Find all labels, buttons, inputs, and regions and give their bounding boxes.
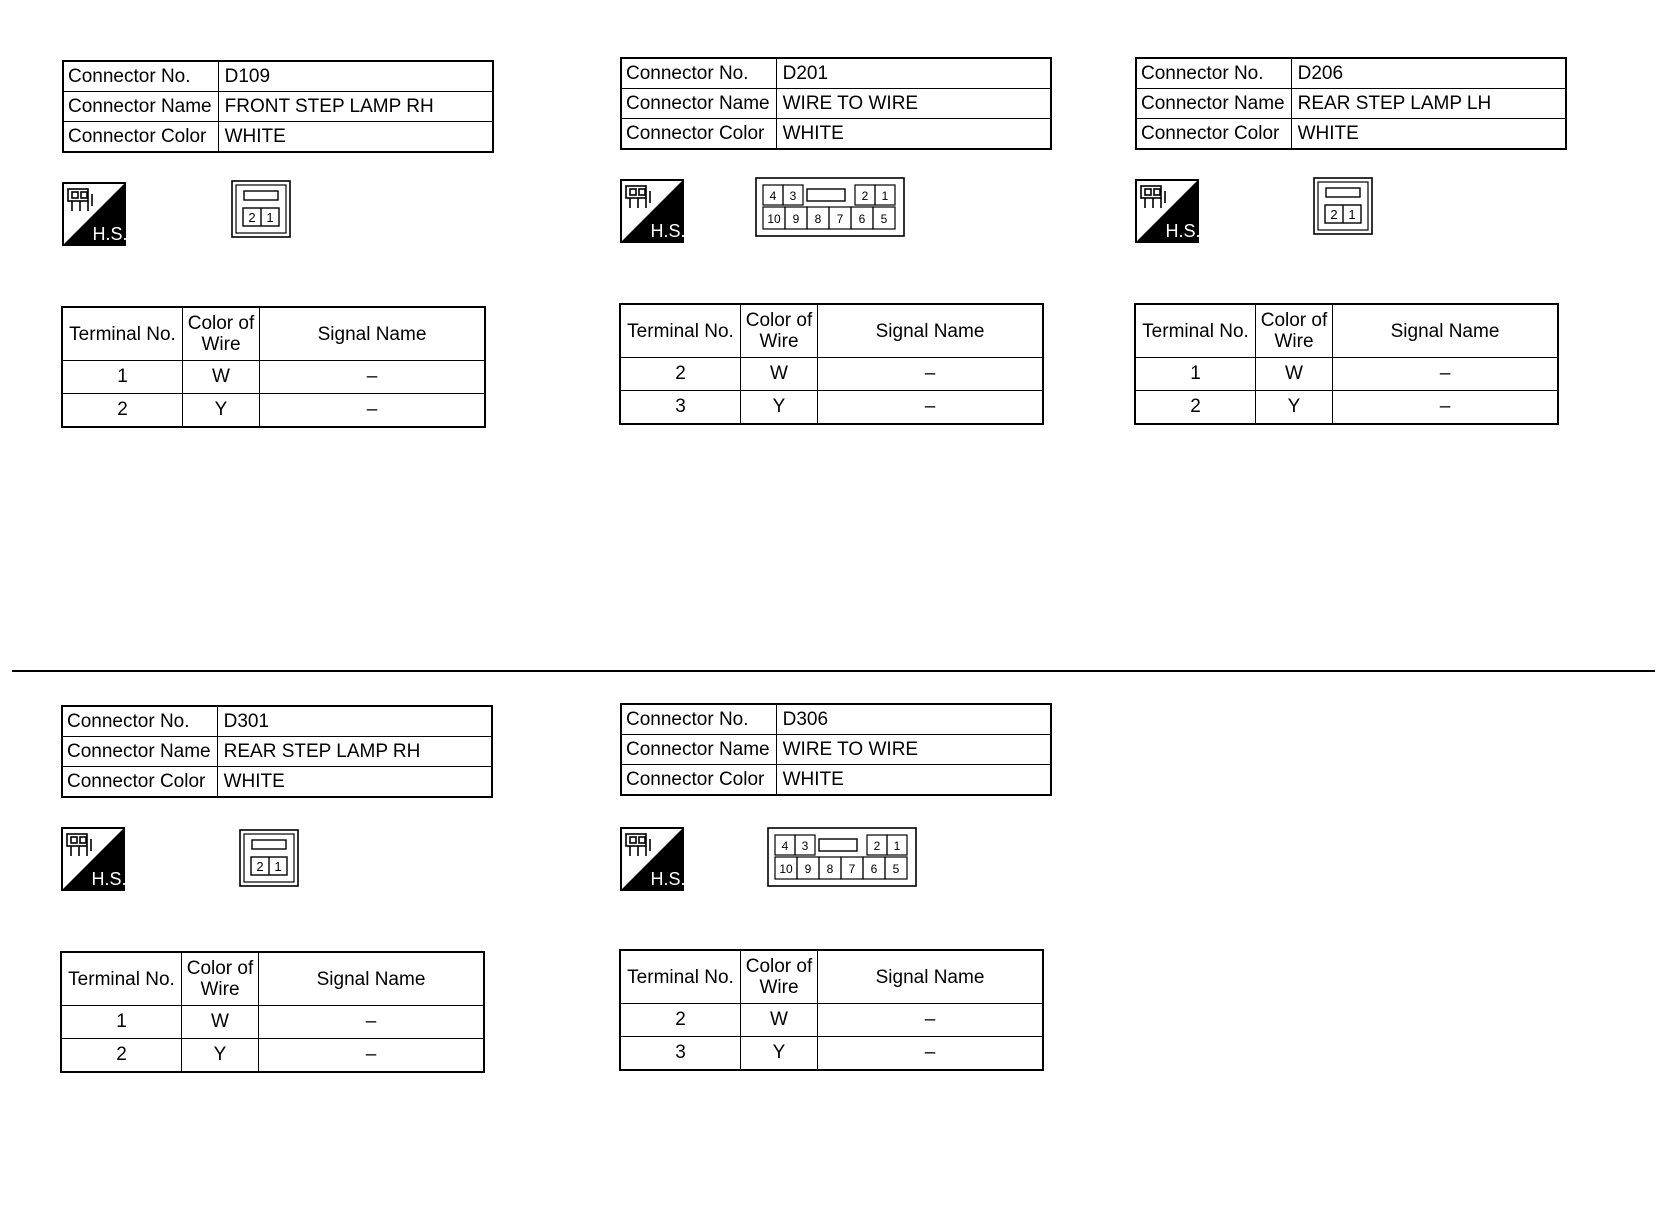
terminal-table: [619, 949, 1044, 1071]
terminal-no-header: Terminal No.: [620, 304, 741, 358]
connector-no-value: D206: [1291, 58, 1566, 89]
signal-name-header: Signal Name: [818, 950, 1044, 1004]
connector-color-label: Connector Color: [621, 119, 776, 150]
svg-text:3: 3: [789, 189, 797, 203]
svg-text:8: 8: [814, 212, 822, 226]
terminal-no-header: Terminal No.: [1135, 304, 1256, 358]
connector-face-diagram: [767, 827, 917, 894]
connector-no-value: D109: [218, 61, 493, 92]
wire-color-cell: Y: [183, 394, 260, 428]
svg-text:5: 5: [892, 862, 900, 876]
table-row: [620, 1004, 1043, 1037]
svg-text:6: 6: [858, 212, 866, 226]
svg-text:4: 4: [769, 189, 777, 203]
terminal-no-cell: 1: [61, 1006, 182, 1039]
connector-color-label: Connector Color: [63, 122, 218, 153]
connector-name-value: WIRE TO WIRE: [776, 735, 1051, 765]
wire-color-header: Color of Wire: [741, 950, 818, 1004]
connector-name-value: WIRE TO WIRE: [776, 89, 1051, 119]
signal-name-header: Signal Name: [1333, 304, 1559, 358]
connector-name-value: FRONT STEP LAMP RH: [218, 92, 493, 122]
table-row: [61, 1006, 484, 1039]
connector-color-value: WHITE: [1291, 119, 1566, 150]
connector-color-value: WHITE: [776, 765, 1051, 796]
connector-face-diagram: [231, 180, 291, 245]
terminal-table: [619, 303, 1044, 425]
svg-text:2: 2: [1330, 207, 1338, 222]
svg-text:H.S.: H.S.: [92, 224, 126, 244]
connector-name-label: Connector Name: [1136, 89, 1291, 119]
wire-color-header: Color of Wire: [741, 304, 818, 358]
wire-color-cell: W: [1256, 358, 1333, 391]
connector-info-table: [620, 703, 1052, 796]
connector-info-table: [620, 57, 1052, 150]
signal-name-cell: –: [1333, 358, 1559, 391]
table-row: [62, 394, 485, 428]
terminal-no-cell: 1: [1135, 358, 1256, 391]
connector-block-d206: [1135, 57, 1575, 437]
table-row: [61, 1039, 484, 1073]
terminal-no-cell: 2: [62, 394, 183, 428]
connector-face-diagram: [1313, 177, 1373, 242]
connector-name-value: REAR STEP LAMP LH: [1291, 89, 1566, 119]
wire-color-cell: W: [183, 361, 260, 394]
connector-color-label: Connector Color: [621, 765, 776, 796]
terminal-no-header: Terminal No.: [62, 307, 183, 361]
connector-block-d306: [620, 703, 1060, 1083]
connector-color-label: Connector Color: [1136, 119, 1291, 150]
wire-color-cell: Y: [1256, 391, 1333, 425]
terminal-no-cell: 2: [61, 1039, 182, 1073]
svg-text:7: 7: [836, 212, 844, 226]
connector-no-label: Connector No.: [621, 704, 776, 735]
signal-name-cell: –: [260, 394, 486, 428]
terminal-table: [60, 951, 485, 1073]
svg-text:H.S.: H.S.: [91, 869, 125, 889]
harness-side-icon: [620, 179, 684, 243]
wire-color-cell: Y: [741, 391, 818, 425]
terminal-no-cell: 2: [620, 1004, 741, 1037]
connector-no-value: D306: [776, 704, 1051, 735]
svg-text:9: 9: [804, 862, 812, 876]
connector-color-value: WHITE: [217, 767, 492, 798]
svg-text:3: 3: [801, 839, 809, 853]
connector-face-diagram: [239, 829, 299, 894]
svg-text:1: 1: [881, 189, 889, 203]
svg-text:H.S.: H.S.: [650, 221, 684, 241]
svg-text:8: 8: [826, 862, 834, 876]
connector-info-table: [61, 705, 493, 798]
harness-side-icon: [61, 827, 125, 891]
harness-side-icon: [620, 827, 684, 891]
table-row: [1135, 391, 1558, 425]
connector-no-value: D301: [217, 706, 492, 737]
connector-no-label: Connector No.: [621, 58, 776, 89]
table-row: [1135, 358, 1558, 391]
terminal-no-cell: 1: [62, 361, 183, 394]
terminal-no-cell: 2: [1135, 391, 1256, 425]
signal-name-header: Signal Name: [260, 307, 486, 361]
connector-info-table: [62, 60, 494, 153]
svg-text:2: 2: [256, 859, 264, 874]
connector-color-value: WHITE: [218, 122, 493, 153]
harness-side-icon: [1135, 179, 1199, 243]
wire-color-cell: W: [741, 1004, 818, 1037]
svg-text:2: 2: [861, 189, 869, 203]
table-row: [620, 391, 1043, 425]
wire-color-cell: Y: [741, 1037, 818, 1071]
wire-color-header: Color of Wire: [182, 952, 259, 1006]
wire-color-cell: W: [741, 358, 818, 391]
table-row: [620, 358, 1043, 391]
signal-name-cell: –: [818, 1037, 1044, 1071]
svg-text:H.S.: H.S.: [650, 869, 684, 889]
svg-text:7: 7: [848, 862, 856, 876]
table-row: [62, 361, 485, 394]
svg-text:5: 5: [880, 212, 888, 226]
signal-name-cell: –: [818, 358, 1044, 391]
terminal-table: [1134, 303, 1559, 425]
table-row: [620, 1037, 1043, 1071]
connector-no-value: D201: [776, 58, 1051, 89]
section-divider: [12, 670, 1655, 672]
connector-name-label: Connector Name: [62, 737, 217, 767]
svg-text:2: 2: [248, 210, 256, 225]
connector-color-label: Connector Color: [62, 767, 217, 798]
connector-block-d201: [620, 57, 1060, 437]
wire-color-header: Color of Wire: [1256, 304, 1333, 358]
svg-text:1: 1: [274, 859, 282, 874]
connector-face-diagram: [755, 177, 905, 244]
terminal-table: [61, 306, 486, 428]
signal-name-cell: –: [260, 361, 486, 394]
signal-name-cell: –: [259, 1039, 485, 1073]
svg-text:1: 1: [1348, 207, 1356, 222]
svg-text:10: 10: [767, 212, 781, 226]
wire-color-cell: Y: [182, 1039, 259, 1073]
svg-text:H.S.: H.S.: [1165, 221, 1199, 241]
signal-name-cell: –: [1333, 391, 1559, 425]
connector-color-value: WHITE: [776, 119, 1051, 150]
connector-no-label: Connector No.: [1136, 58, 1291, 89]
harness-side-icon: [62, 182, 126, 246]
wire-color-header: Color of Wire: [183, 307, 260, 361]
connector-name-value: REAR STEP LAMP RH: [217, 737, 492, 767]
svg-text:6: 6: [870, 862, 878, 876]
connector-name-label: Connector Name: [63, 92, 218, 122]
svg-text:4: 4: [781, 839, 789, 853]
svg-text:10: 10: [779, 862, 793, 876]
terminal-no-cell: 2: [620, 358, 741, 391]
connector-info-table: [1135, 57, 1567, 150]
svg-text:2: 2: [873, 839, 881, 853]
connector-no-label: Connector No.: [63, 61, 218, 92]
connector-name-label: Connector Name: [621, 89, 776, 119]
svg-text:1: 1: [893, 839, 901, 853]
signal-name-cell: –: [259, 1006, 485, 1039]
signal-name-header: Signal Name: [259, 952, 485, 1006]
connector-block-d109: [62, 60, 502, 440]
svg-text:1: 1: [266, 210, 274, 225]
terminal-no-header: Terminal No.: [61, 952, 182, 1006]
signal-name-cell: –: [818, 1004, 1044, 1037]
terminal-no-cell: 3: [620, 1037, 741, 1071]
connector-name-label: Connector Name: [621, 735, 776, 765]
terminal-no-cell: 3: [620, 391, 741, 425]
terminal-no-header: Terminal No.: [620, 950, 741, 1004]
connector-block-d301: [61, 705, 501, 1085]
wire-color-cell: W: [182, 1006, 259, 1039]
signal-name-header: Signal Name: [818, 304, 1044, 358]
connector-no-label: Connector No.: [62, 706, 217, 737]
svg-text:9: 9: [792, 212, 800, 226]
signal-name-cell: –: [818, 391, 1044, 425]
